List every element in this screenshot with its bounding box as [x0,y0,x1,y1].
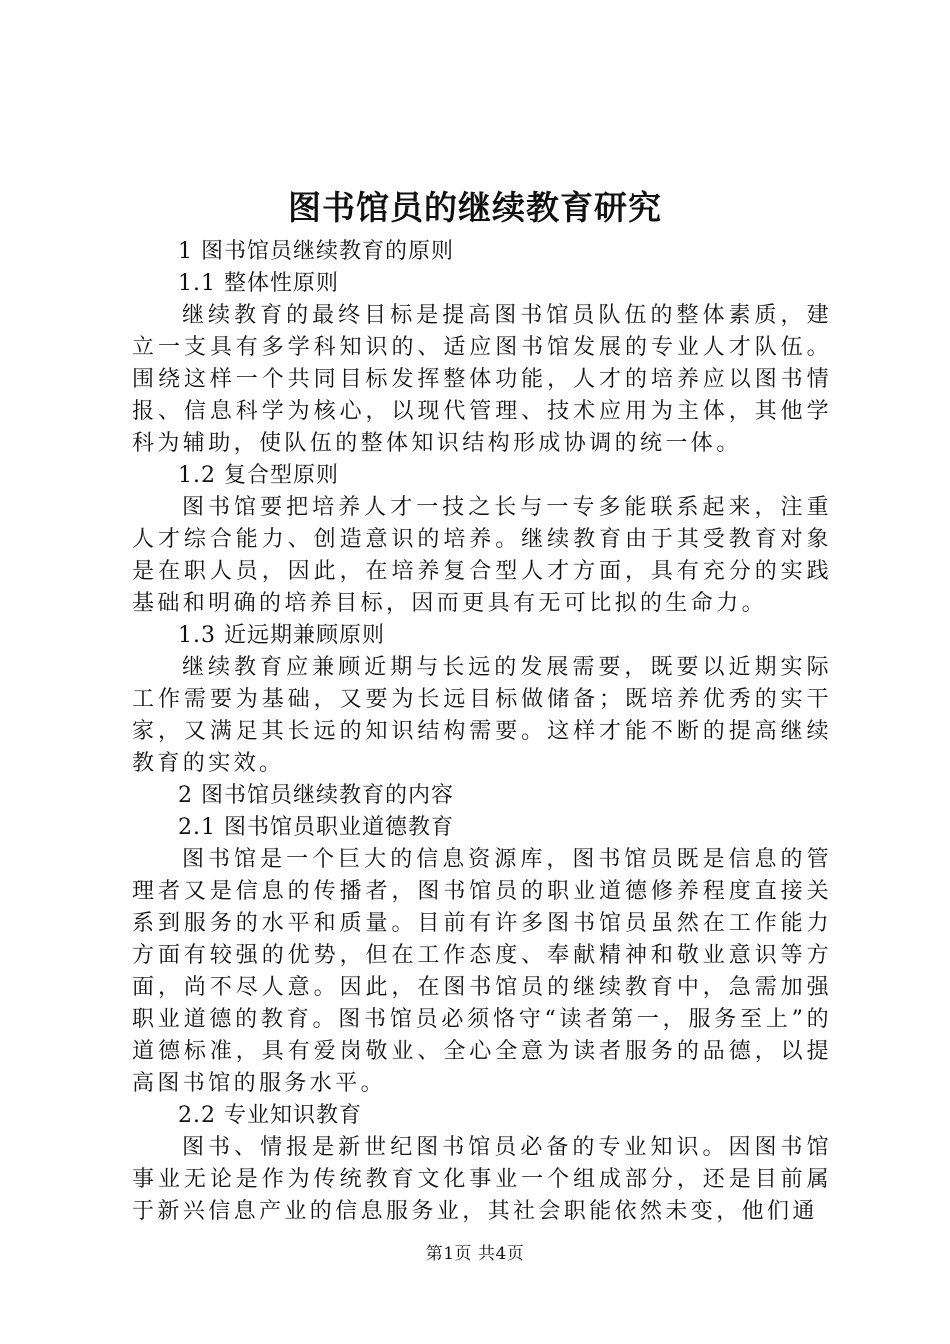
paragraph: 图书、情报是新世纪图书馆员必备的专业知识。因图书馆事业无论是作为传统教育文化事业一个组成部分，还是目前属于新兴信息产业的信息服务业，其社会职能依然未变，他们通 [132,1135,832,1224]
document-body [132,236,832,1228]
paragraph: 继续教育的最终目标是提高图书馆员队伍的整体素质，建立一支具有多学科知识的、适应图书馆发展的专业人才队伍。围绕这样一个共同目标发挥整体功能，人才的培养应以图书情报、信息科学为核心，以现代管理、技术应用为主体，其他学科为辅助，使队伍的整体知识结构形成协调的统一体。 [132,303,832,456]
paragraph: 图书馆要把培养人才一技之长与一专多能联系起来，注重人才综合能力、创造意识的培养。继续教育由于其受教育对象是在职人员，因此，在培养复合型人才方面，具有充分的实践基础和明确的培养目标，因而更具有无可比拟的生命力。 [132,495,832,616]
subsection-heading: 1.3 近远期兼顾原则 [178,623,385,648]
subsection-heading: 2.2 专业知识教育 [178,1103,362,1128]
page-footer: 第1页 共4页 [425,1244,525,1264]
paragraph: 图书馆是一个巨大的信息资源库，图书馆员既是信息的管理者又是信息的传播者，图书馆员的职业道德修养程度直接关系到服务的水平和质量。目前有许多图书馆员虽然在工作能力方面有较强的优势，但在工作态度、奉献精神和敬业意识等方面，尚不尽人意。因此，在图书馆员的继续教育中，急需加强职业道德的教育。图书馆员必须恪守“读者第一，服务至上”的道德标准，具有爱岗敬业、全心全意为读者服务的品德，以提高图书馆的服务水平。 [132,847,832,1096]
document-title: 图书馆员的继续教育研究 [288,188,662,227]
subsection-heading: 1.2 复合型原则 [178,463,339,488]
paragraph: 继续教育应兼顾近期与长远的发展需要，既要以近期实际工作需要为基础，又要为长远目标做储备；既培养优秀的实干家，又满足其长远的知识结构需要。这样才能不断的提高继续教育的实效。 [132,655,832,776]
section-heading: 2 图书馆员继续教育的内容 [178,783,454,808]
subsection-heading: 2.1 图书馆员职业道德教育 [178,815,454,840]
subsection-heading: 1.1 整体性原则 [178,271,339,296]
section-heading: 1 图书馆员继续教育的原则 [178,239,454,264]
